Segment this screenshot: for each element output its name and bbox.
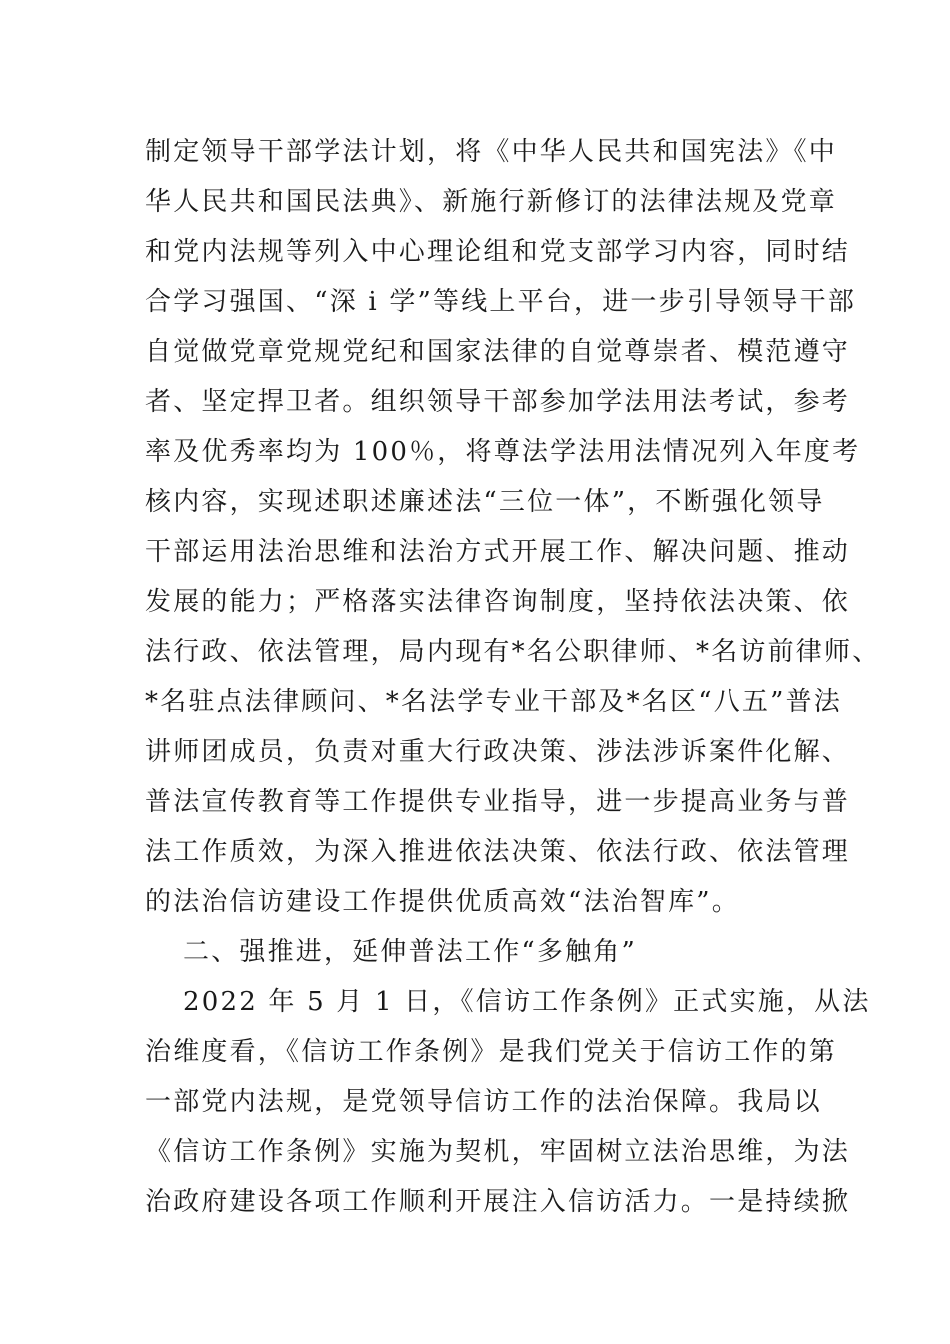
text-line: 者、坚定捍卫者。组织领导干部参加学法用法考试，参考 xyxy=(145,387,851,417)
text-line: 法工作质效，为深入推进依法决策、依法行政、依法管理 xyxy=(145,837,851,867)
text-line: 华人民共和国民法典》、新施行新修订的法律法规及党章 xyxy=(145,187,838,217)
text-line: 一部党内法规，是党领导信访工作的法治保障。我局以 xyxy=(145,1087,822,1117)
text-line: 的法治信访建设工作提供优质高效“法治智库”。 xyxy=(145,887,740,917)
text-line: 和党内法规等列入中心理论组和党支部学习内容，同时结 xyxy=(145,237,851,267)
text-line: 核内容，实现述职述廉述法“三位一体”，不断强化领导 xyxy=(145,487,825,517)
text-line: 发展的能力；严格落实法律咨询制度，坚持依法决策、依 xyxy=(145,587,851,617)
text-line: 2022 年 5 月 1 日，《信访工作条例》正式实施，从法 xyxy=(183,987,871,1017)
text-line: 自觉做党章党规党纪和国家法律的自觉尊崇者、模范遵守 xyxy=(145,337,851,367)
text-line: *名驻点法律顾问、*名法学专业干部及*名区“八五”普法 xyxy=(145,687,842,717)
text-line: 合学习强国、“深 i 学”等线上平台，进一步引导领导干部 xyxy=(145,287,857,317)
text-line: 讲师团成员，负责对重大行政决策、涉法涉诉案件化解、 xyxy=(145,737,851,767)
text-line: 法行政、依法管理，局内现有*名公职律师、*名访前律师、 xyxy=(145,637,881,667)
text-line: 治维度看，《信访工作条例》是我们党关于信访工作的第 xyxy=(145,1037,838,1067)
text-line: 治政府建设各项工作顺利开展注入信访活力。一是持续掀 xyxy=(145,1187,851,1217)
text-line: 制定领导干部学法计划，将《中华人民共和国宪法》《中 xyxy=(145,137,838,167)
text-line: 干部运用法治思维和法治方式开展工作、解决问题、推动 xyxy=(145,537,851,567)
text-line: 率及优秀率均为 100％，将尊法学法用法情况列入年度考 xyxy=(145,437,861,467)
section-heading: 二、强推进，延伸普法工作“多触角” xyxy=(183,937,637,967)
text-line: 《信访工作条例》实施为契机，牢固树立法治思维，为法 xyxy=(145,1137,851,1167)
text-line: 普法宣传教育等工作提供专业指导，进一步提高业务与普 xyxy=(145,787,851,817)
